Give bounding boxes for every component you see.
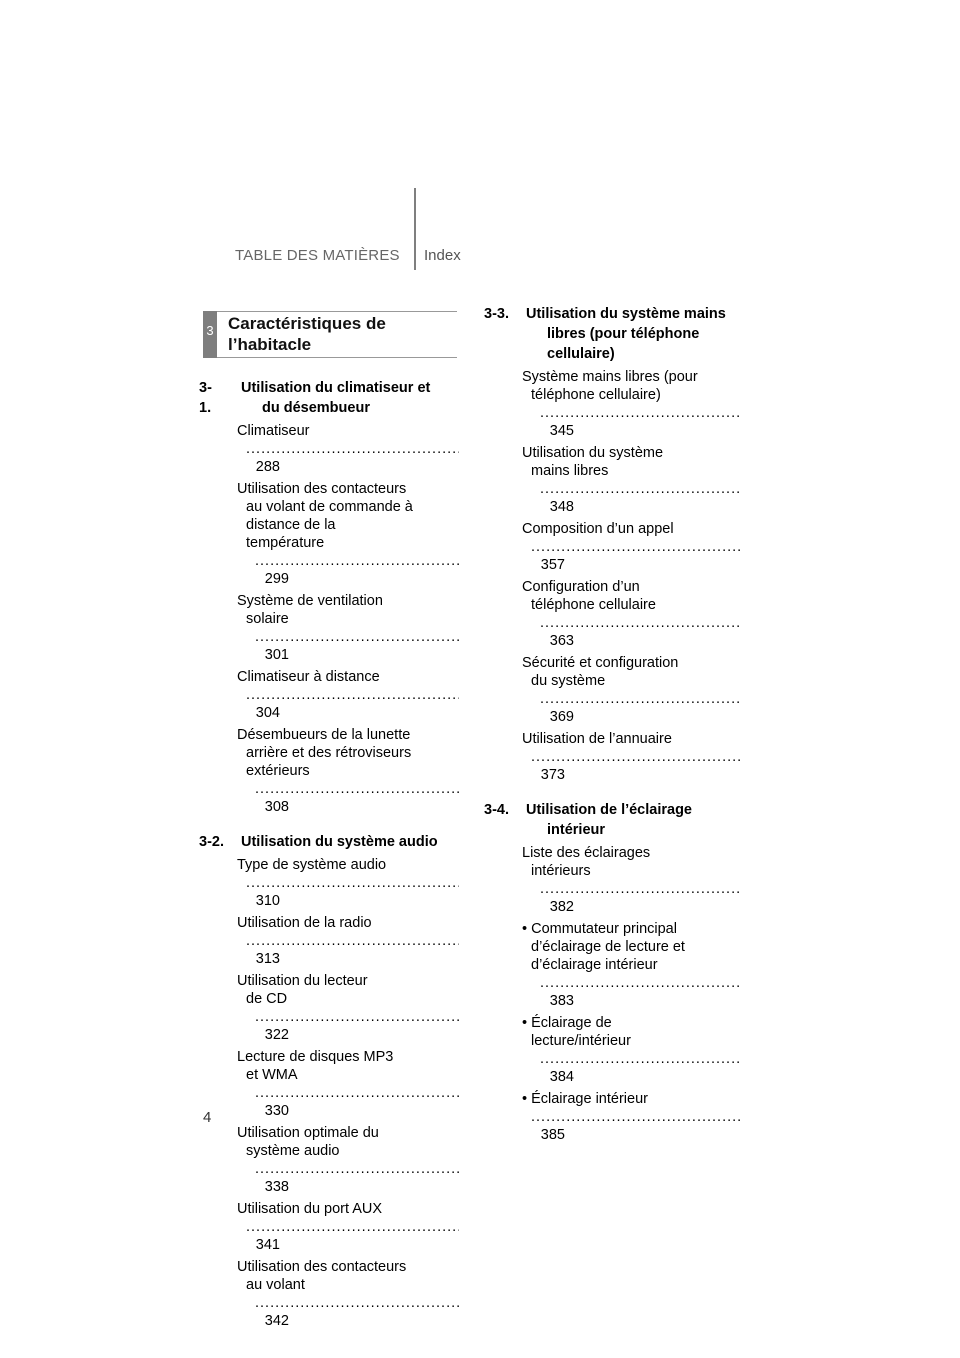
entry-page-number: 330 <box>264 1103 289 1119</box>
dot-leader <box>246 552 459 570</box>
section-rule-bottom <box>217 357 457 358</box>
dot-leader <box>522 748 742 766</box>
entry-label-line: système audio <box>246 1143 340 1159</box>
dot-leader <box>237 874 459 892</box>
entry-page-number: 363 <box>549 633 574 649</box>
entry-page-number: 385 <box>540 1127 565 1143</box>
entry-label-line: Lecture de disques MP3 <box>237 1049 394 1065</box>
toc-entry[interactable] <box>237 1258 459 1330</box>
entry-label-line: • Éclairage intérieur <box>522 1091 648 1107</box>
dot-leader <box>237 932 459 950</box>
entry-label-line: Utilisation des contacteurs <box>237 481 407 497</box>
entry-page-number: 384 <box>549 1069 574 1085</box>
toc-entry[interactable] <box>237 668 459 722</box>
section-header <box>203 311 457 358</box>
entry-label-line: et WMA <box>246 1067 298 1083</box>
dot-leader <box>237 1218 459 1236</box>
entry-label-line: Configuration d’un <box>522 579 640 595</box>
entry-label-line: Sécurité et configuration <box>522 655 679 671</box>
entry-label-line: solaire <box>246 611 289 627</box>
entry-label-line: Composition d’un appel <box>522 521 674 537</box>
entry-label-line: du système <box>531 673 606 689</box>
dot-leader <box>531 614 742 632</box>
entry-label-line: Utilisation du lecteur <box>237 973 368 989</box>
entry-label-line: intérieurs <box>531 863 591 879</box>
entry-page-number: 348 <box>549 499 574 515</box>
dot-leader <box>531 404 742 422</box>
entry-label-line: mains libres <box>531 463 609 479</box>
entry-list <box>484 368 742 784</box>
dot-leader <box>522 1108 742 1126</box>
section-title-line2: l’habitacle <box>228 335 312 354</box>
toc-entry[interactable] <box>522 920 742 1010</box>
entry-page-number: 341 <box>255 1237 280 1253</box>
entry-page-number: 308 <box>264 799 289 815</box>
entry-label-line: Utilisation des contacteurs <box>237 1259 407 1275</box>
entry-label-line: Utilisation optimale du <box>237 1125 379 1141</box>
toc-entry[interactable] <box>237 726 459 816</box>
entry-page-number: 301 <box>264 647 289 663</box>
subsection-number: 3-4. <box>484 802 509 818</box>
subsection-number: 3-1. <box>199 380 212 416</box>
section-title-line1: Caractéristiques de <box>228 314 386 333</box>
entry-page-number: 382 <box>549 899 574 915</box>
toc-entry[interactable] <box>237 592 459 664</box>
entry-list <box>199 856 459 1330</box>
entry-list <box>199 422 459 816</box>
entry-label-line: Type de système audio <box>237 857 387 873</box>
entry-page-number: 342 <box>264 1313 289 1329</box>
toc-column-left <box>199 378 459 1330</box>
subsection-title: Utilisation de l’éclairage intérieur <box>526 802 692 838</box>
entry-page-number: 369 <box>549 709 574 725</box>
subsection-3-2 <box>199 832 459 1330</box>
subsection-number: 3-3. <box>484 306 509 322</box>
dot-leader <box>531 880 742 898</box>
toc-entry[interactable] <box>522 578 742 650</box>
entry-list <box>484 844 742 1144</box>
toc-entry[interactable] <box>237 856 459 910</box>
entry-label-line: d’éclairage intérieur <box>531 957 658 973</box>
entry-label-line: Climatiseur <box>237 423 310 439</box>
header-divider <box>414 188 416 270</box>
entry-label-line: • Commutateur principal <box>522 921 677 937</box>
dot-leader <box>237 440 459 458</box>
dot-leader <box>522 538 742 556</box>
entry-page-number: 373 <box>540 767 565 783</box>
entry-label-line: au volant <box>246 1277 305 1293</box>
dot-leader <box>246 1084 459 1102</box>
section-title <box>228 313 386 355</box>
toc-entry[interactable] <box>237 914 459 968</box>
toc-entry[interactable] <box>522 654 742 726</box>
section-rule-top <box>217 311 457 312</box>
toc-entry[interactable] <box>522 844 742 916</box>
toc-entry[interactable] <box>522 520 742 574</box>
subsection-heading[interactable] <box>484 304 742 364</box>
toc-column-right <box>484 304 742 1144</box>
entry-label-line: Utilisation du port AUX <box>237 1201 383 1217</box>
entry-label-line: Utilisation du système <box>522 445 664 461</box>
entry-label-line: téléphone cellulaire <box>531 597 656 613</box>
entry-page-number: 304 <box>255 705 280 721</box>
toc-entry[interactable] <box>522 730 742 784</box>
toc-entry[interactable] <box>522 1014 742 1086</box>
toc-entry[interactable] <box>237 422 459 476</box>
subsection-title: Utilisation du système audio <box>241 834 438 850</box>
entry-page-number: 345 <box>549 423 574 439</box>
toc-entry[interactable] <box>237 1124 459 1196</box>
subsection-3-1 <box>199 378 459 816</box>
toc-entry[interactable] <box>237 480 459 588</box>
entry-label-line: • Éclairage de <box>522 1015 612 1031</box>
entry-label-line: Système de ventilation <box>237 593 383 609</box>
entry-label-line: extérieurs <box>246 763 310 779</box>
entry-label-line: Système mains libres (pour <box>522 369 698 385</box>
section-number-tab: 3 <box>203 311 217 358</box>
subsection-heading[interactable] <box>199 832 459 852</box>
entry-label-line: téléphone cellulaire) <box>531 387 661 403</box>
subsection-3-3 <box>484 304 742 784</box>
subsection-heading[interactable] <box>199 378 459 418</box>
entry-label-line: Désembueurs de la lunette <box>237 727 411 743</box>
dot-leader <box>246 1008 459 1026</box>
entry-page-number: 310 <box>255 893 280 909</box>
entry-label-line: d’éclairage de lecture et <box>531 939 685 955</box>
toc-entry[interactable] <box>522 1090 742 1144</box>
entry-label-line: lecture/intérieur <box>531 1033 631 1049</box>
toc-entry[interactable] <box>237 972 459 1044</box>
entry-label-line: de CD <box>246 991 288 1007</box>
entry-label-line: Liste des éclairages <box>522 845 651 861</box>
subsection-title: Utilisation du climatiseur et du désembueur <box>241 380 431 416</box>
toc-entry[interactable] <box>522 368 742 440</box>
entry-page-number: 338 <box>264 1179 289 1195</box>
subsection-3-4 <box>484 800 742 1144</box>
dot-leader <box>237 686 459 704</box>
dot-leader <box>531 480 742 498</box>
index-link[interactable]: Index <box>424 247 461 264</box>
entry-page-number: 288 <box>255 459 280 475</box>
toc-entry[interactable] <box>522 444 742 516</box>
entry-label-line: arrière et des rétroviseurs <box>246 745 412 761</box>
dot-leader <box>246 1160 459 1178</box>
entry-label-line: température <box>246 535 325 551</box>
dot-leader <box>246 1294 459 1312</box>
dot-leader <box>246 628 459 646</box>
entry-label-line: Climatiseur à distance <box>237 669 380 685</box>
entry-label-line: au volant de commande à <box>246 499 413 515</box>
entry-label-line: Utilisation de la radio <box>237 915 372 931</box>
entry-page-number: 383 <box>549 993 574 1009</box>
entry-page-number: 299 <box>264 571 289 587</box>
dot-leader <box>531 1050 742 1068</box>
toc-entry[interactable] <box>237 1200 459 1254</box>
toc-link[interactable]: TABLE DES MATIÈRES <box>235 247 400 264</box>
dot-leader <box>246 780 459 798</box>
page-number: 4 <box>203 1109 212 1126</box>
toc-entry[interactable] <box>237 1048 459 1120</box>
subsection-heading[interactable] <box>484 800 742 840</box>
dot-leader <box>531 974 742 992</box>
entry-page-number: 322 <box>264 1027 289 1043</box>
entry-label-line: Utilisation de l’annuaire <box>522 731 672 747</box>
entry-page-number: 313 <box>255 951 280 967</box>
entry-page-number: 357 <box>540 557 565 573</box>
entry-label-line: distance de la <box>246 517 336 533</box>
subsection-number: 3-2. <box>199 834 224 850</box>
subsection-title: Utilisation du système mains libres (pour téléphone cellulaire) <box>526 306 726 362</box>
dot-leader <box>531 690 742 708</box>
